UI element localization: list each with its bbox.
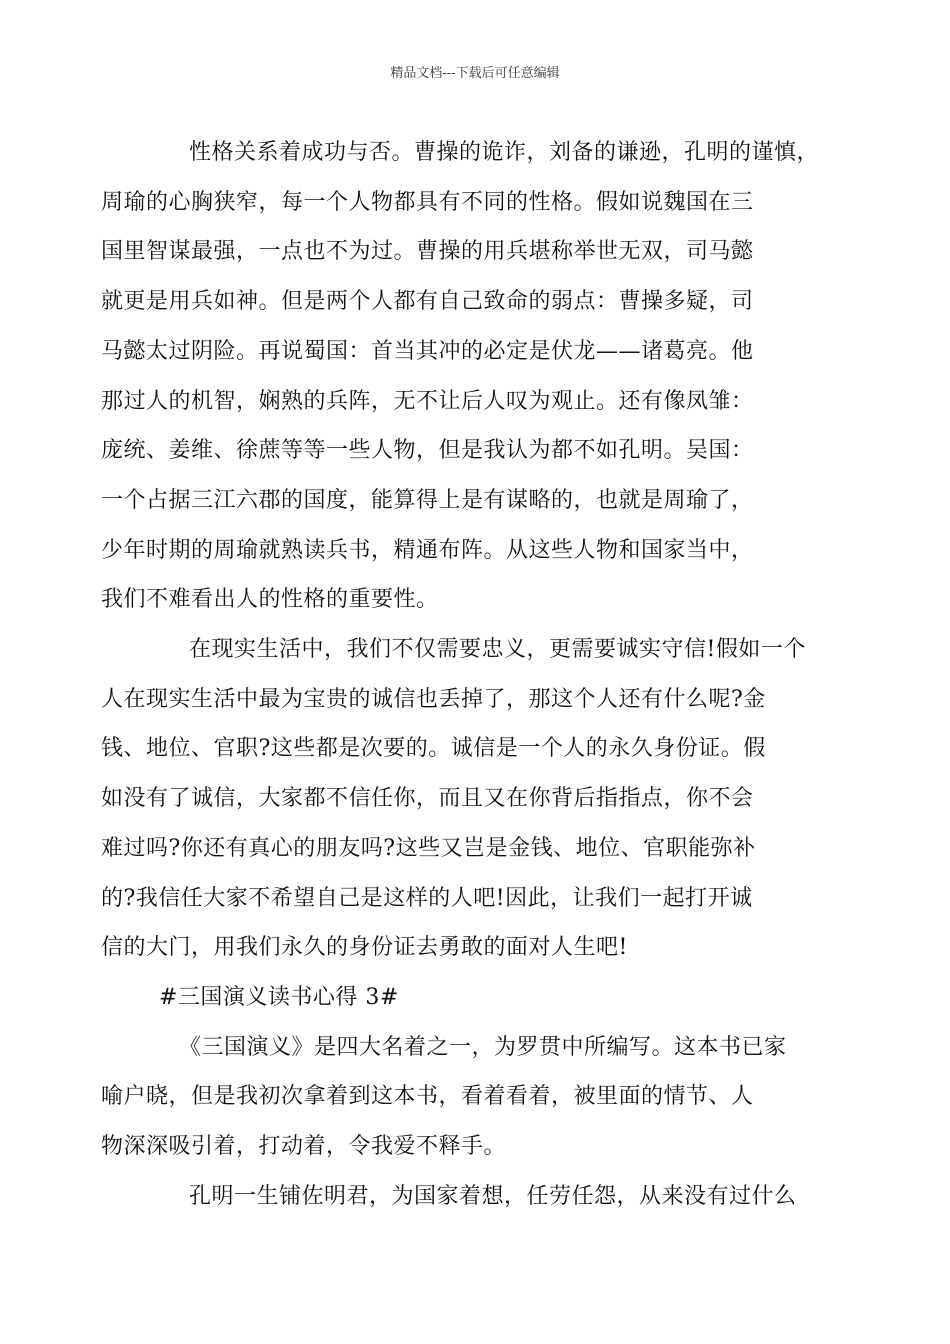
document-body [101, 128, 820, 1221]
text-line: 庞统、姜维、徐蔗等等一些人物，但是我认为都不如孔明。吴国： [101, 438, 754, 464]
text-line: 难过吗?你还有真心的朋友吗?这些又岂是金钱、地位、官职能弥补 [101, 835, 756, 861]
text-line: 物深深吸引着，打动着，令我爱不释手。 [101, 1134, 507, 1160]
text-line: 喻户晓，但是我初次拿着到这本书，看着看着，被里面的情节、人 [101, 1084, 754, 1110]
text-line: 那过人的机智，娴熟的兵阵，无不让后人叹为观止。还有像凤雏： [101, 388, 754, 414]
text-line: 性格关系着成功与否。曹操的诡诈，刘备的谦逊，孔明的谨慎， [189, 140, 820, 165]
text-line: 的?我信任大家不希望自己是这样的人吧!因此，让我们一起打开诚 [101, 885, 753, 911]
paragraph-1 [101, 128, 820, 625]
text-line: 孔明一生铺佐明君，为国家着想，任劳任怨，从来没有过什么 [189, 1183, 797, 1209]
text-line: 马懿太过阴险。再说蜀国：首当其冲的必定是伏龙——诸葛亮。他 [101, 338, 754, 364]
page-header: 精品文档---下载后可任意编辑 [390, 66, 560, 81]
text-line: 人在现实生活中最为宝贵的诚信也丢掉了，那这个人还有什么呢?金 [101, 686, 766, 712]
paragraph-4 [145, 1172, 810, 1222]
text-line: 《三国演义》是四大名着之一，为罗贯中所编写。这本书已家 [179, 1034, 787, 1060]
section-heading-text: #三国演义读书心得 3# [159, 984, 399, 1010]
text-line: 周瑜的心胸狭窄，每一个人物都具有不同的性格。假如说魏国在三 [101, 189, 754, 215]
text-line: 钱、地位、官职?这些都是次要的。诚信是一个人的永久身份证。假 [101, 736, 766, 762]
text-line: 如没有了诚信，大家都不信任你，而且又在你背后指指点，你不会 [101, 786, 754, 812]
paragraph-3 [101, 1023, 810, 1172]
text-line: 一个占据三江六郡的国度，能算得上是有谋略的，也就是周瑜了， [101, 487, 754, 513]
text-line: 信的大门，用我们永久的身份证去勇敢的面对人生吧! [101, 935, 628, 961]
text-line: 我们不难看出人的性格的重要性。 [101, 587, 439, 613]
text-line: 少年时期的周瑜就熟读兵书，精通布阵。从这些人物和国家当中， [101, 537, 754, 563]
section-heading [145, 973, 810, 1023]
paragraph-2 [101, 625, 810, 973]
text-line: 国里智谋最强，一点也不为过。曹操的用兵堪称举世无双，司马懿 [101, 239, 754, 265]
text-line: 就更是用兵如神。但是两个人都有自己致命的弱点：曹操多疑，司 [101, 289, 754, 315]
text-line: 在现实生活中，我们不仅需要忠义，更需要诚实守信!假如一个 [189, 637, 806, 663]
